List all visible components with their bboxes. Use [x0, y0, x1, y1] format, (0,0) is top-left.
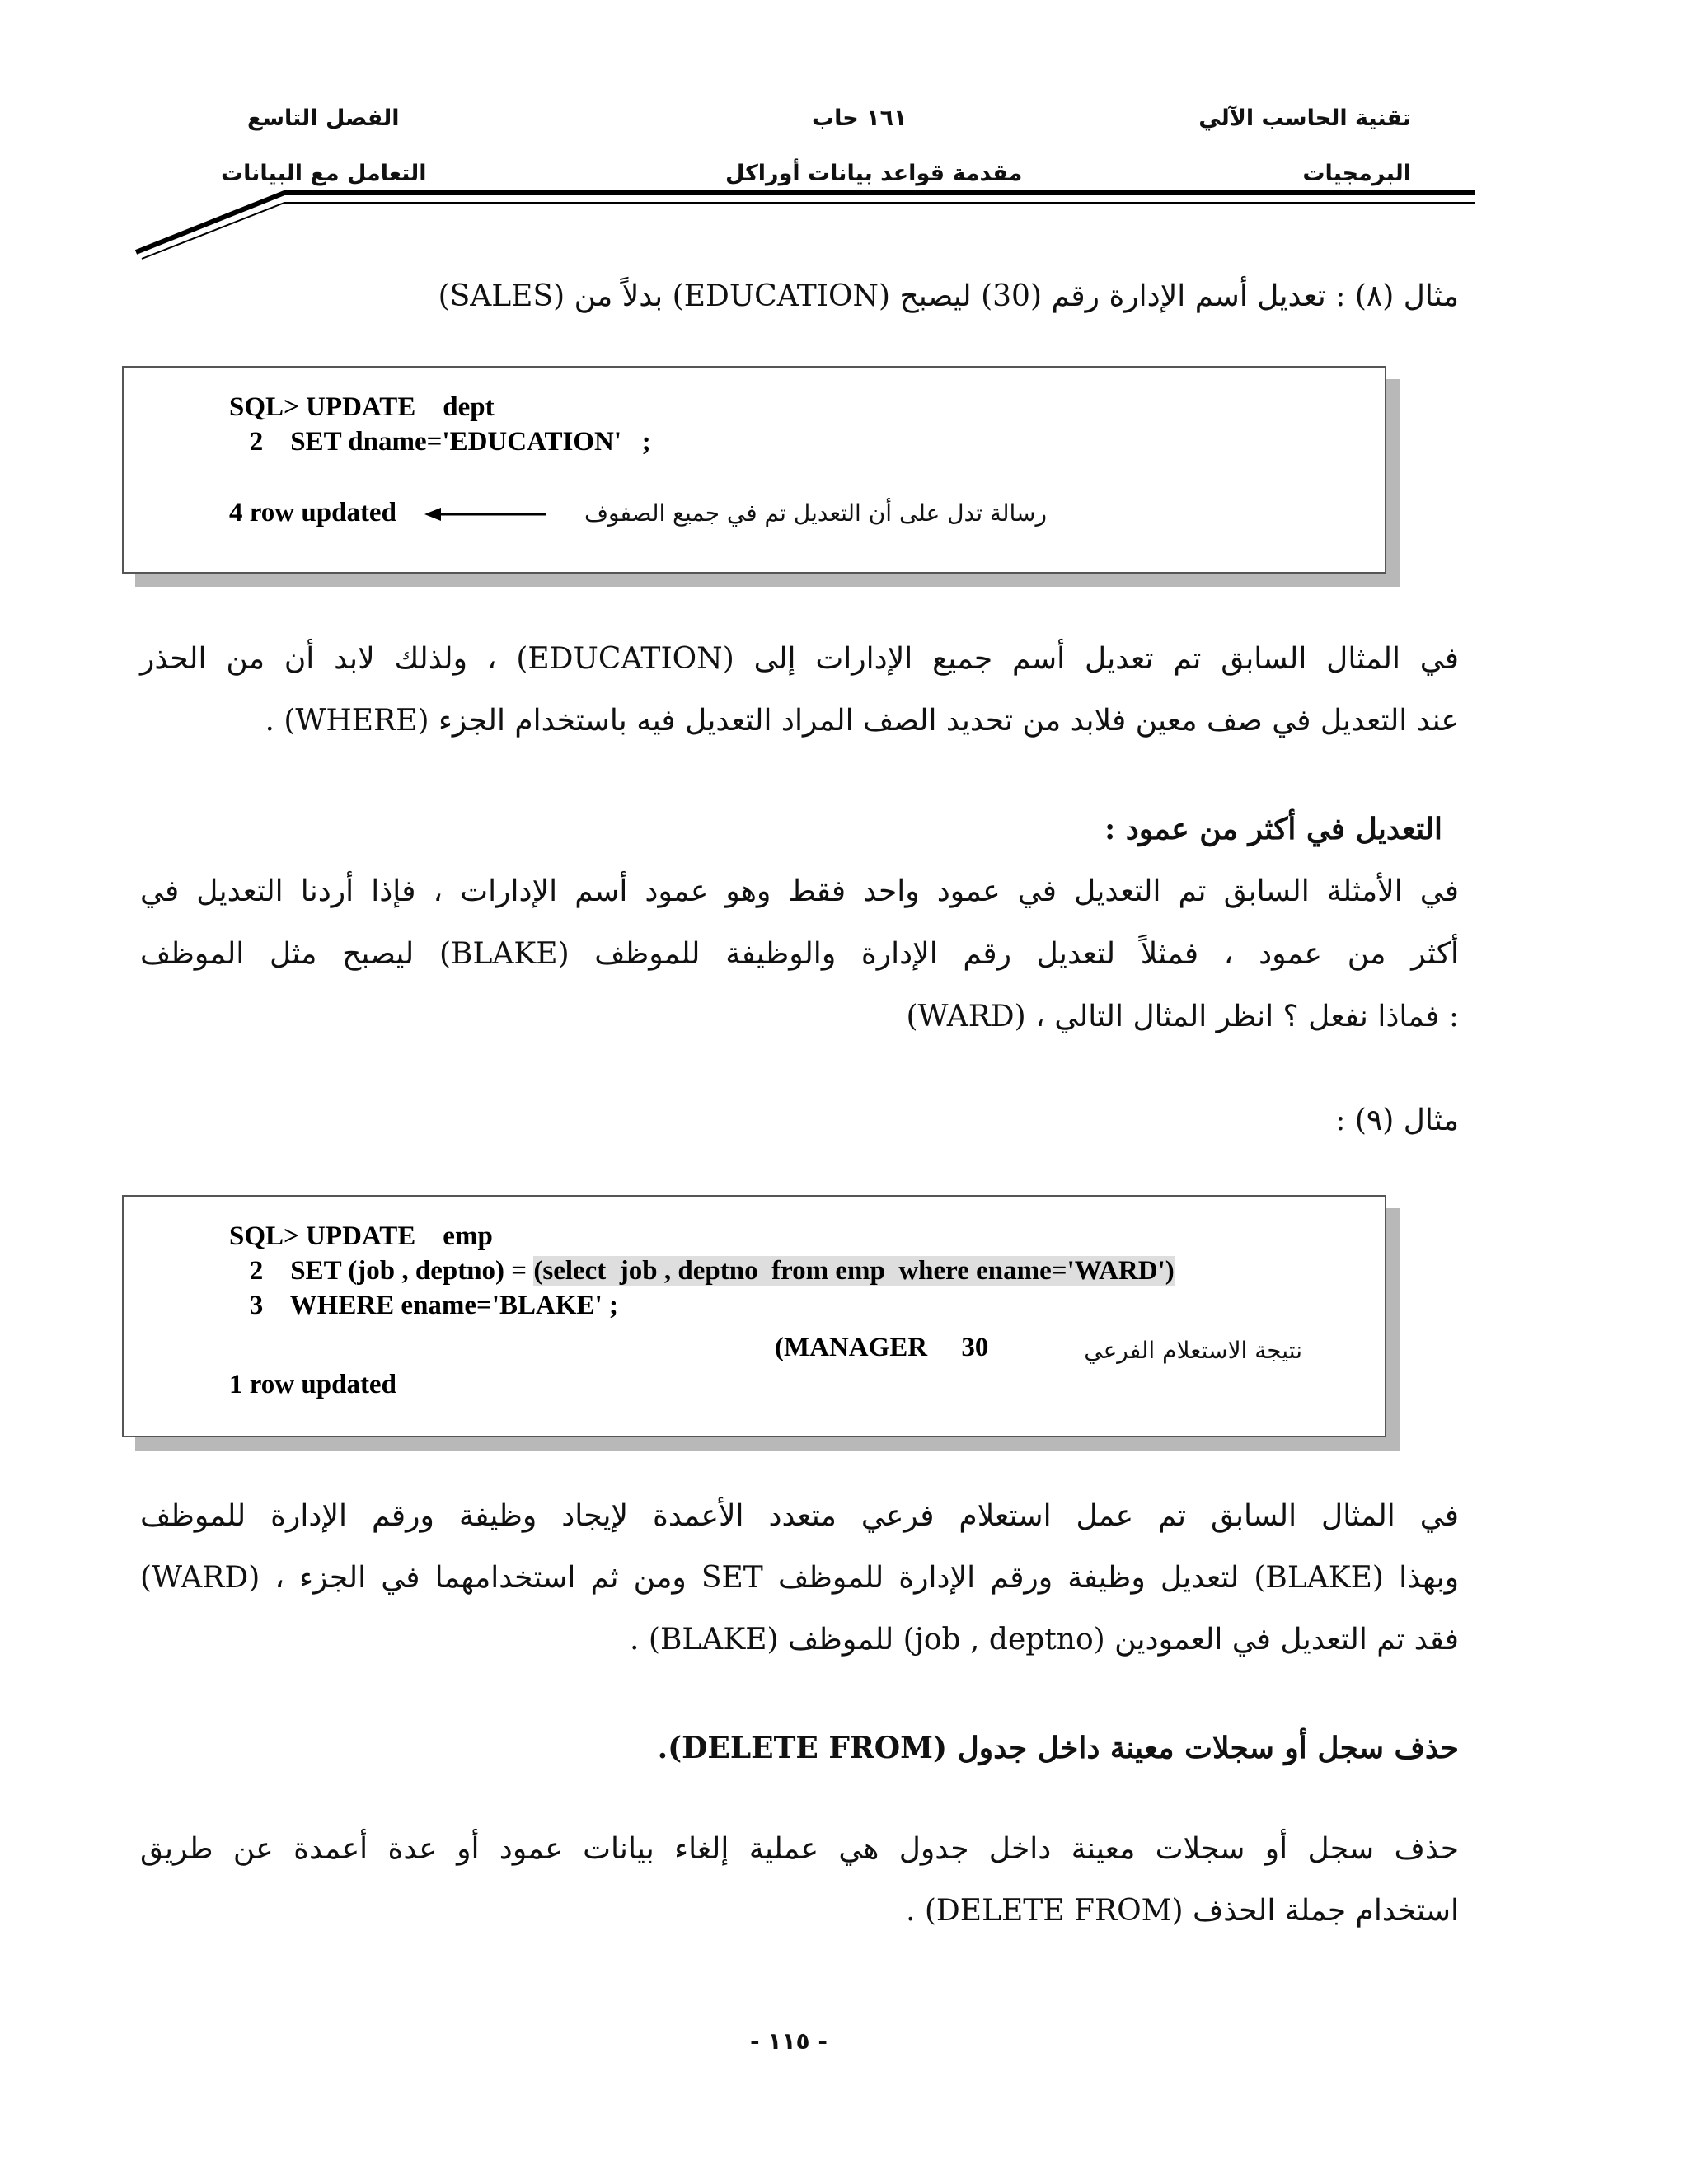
example9-subquery: (select job , deptno from emp where ename='WARD') — [533, 1256, 1175, 1286]
example9-explanation-line-2: (WARD) ، ومن ثم استخدامهما في الجزء SET لتعديل وظيفة ورقم الإدارة للموظف (BLAKE) وبهذا — [140, 1561, 1459, 1595]
header-department: البرمجيات — [1302, 161, 1411, 186]
example8-code-box — [122, 366, 1386, 574]
header-course-code: ١٦١ حاب — [812, 105, 907, 131]
arrow-left-icon — [424, 504, 548, 524]
example8-code-line-2: 2 SET dname='EDUCATION' ; — [229, 427, 651, 457]
multi-column-heading: التعديل في أكثر من عمود : — [1104, 812, 1442, 846]
example9-result: 1 row updated — [229, 1370, 396, 1399]
multi-column-paragraph-line-1: في الأمثلة السابق تم التعديل في عمود واحد فقط وهو عمود أسم الإدارات ، فإذا أردنا التعديل في — [140, 874, 1459, 908]
delete-section-paragraph-line-1: حذف سجل أو سجلات معينة داخل جدول هي عملية إلغاء بيانات عمود أو عدة أعمدة عن طريق — [140, 1832, 1459, 1866]
example8-title: مثال (٨) : تعديل أسم الإدارة رقم (30) ليصبح (EDUCATION) بدلاً من (SALES) — [438, 279, 1459, 313]
example9-code-line-2 — [229, 1256, 1175, 1286]
header-chapter: الفصل التاسع — [247, 105, 400, 131]
header-chapter-title: التعامل مع البيانات — [221, 161, 427, 186]
example8-code-line-1: SQL> UPDATE dept — [229, 392, 495, 422]
example8-explanation-line-1: في المثال السابق تم تعديل أسم جميع الإدارات إلى (EDUCATION) ، ولذلك لابد أن من الحذر — [140, 642, 1460, 676]
example9-code-line-3: 3 WHERE ename='BLAKE' ; — [229, 1291, 618, 1320]
example9-code-line-1: SQL> UPDATE emp — [229, 1221, 493, 1251]
header-course-title: مقدمة قواعد بيانات أوراكل — [725, 161, 1023, 186]
example8-result: 4 row updated — [229, 498, 396, 527]
multi-column-paragraph-line-3: (WARD) ، فماذا نفعل ؟ انظر المثال التالي : — [906, 1000, 1459, 1033]
multi-column-paragraph-line-2: أكثر من عمود ، فمثلاً لتعديل رقم الإدارة والوظيفة للموظف (BLAKE) ليصبح مثل الموظف — [140, 937, 1459, 971]
example8-annotation: رسالة تدل على أن التعديل تم في جميع الصفوف — [584, 499, 1047, 527]
delete-section-heading: حذف سجل أو سجلات معينة داخل جدول (DELETE FROM). — [657, 1731, 1459, 1765]
example9-subquery-label: نتيجة الاستعلام الفرعي — [1084, 1337, 1302, 1364]
header-rule — [0, 0, 1688, 272]
page-number: - ١١٥ - — [750, 2027, 828, 2055]
example9-subquery-result: (MANAGER 30 — [775, 1333, 989, 1362]
example9-code-box — [122, 1195, 1386, 1437]
example9-title: مثال (٩) : — [1335, 1104, 1459, 1137]
example9-code-line-2-prefix: 2 SET (job , deptno) = — [229, 1256, 534, 1286]
delete-section-paragraph-line-2: استخدام جملة الحذف (DELETE FROM) . — [905, 1894, 1459, 1928]
example9-explanation-line-3: فقد تم التعديل في العمودين (job , deptno) للموظف (BLAKE) . — [630, 1623, 1459, 1657]
header-book-title: تقنية الحاسب الآلي — [1198, 105, 1411, 131]
example9-explanation-line-1: في المثال السابق تم عمل استعلام فرعي متعدد الأعمدة لإيجاد وظيفة ورقم الإدارة للموظف — [140, 1499, 1459, 1533]
example8-explanation-line-2: عند التعديل في صف معين فلابد من تحديد الصف المراد التعديل فيه باستخدام الجزء (WHERE) . — [265, 704, 1459, 738]
